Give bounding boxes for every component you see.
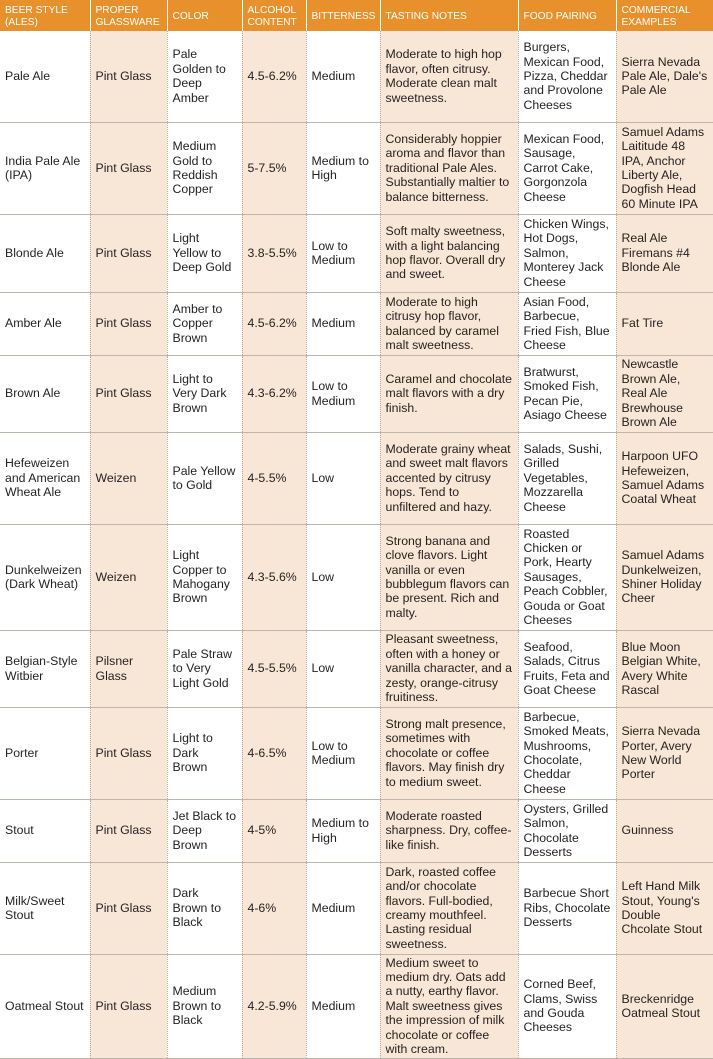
cell-glassware: Pint Glass	[90, 31, 167, 122]
cell-color: Light Yellow to Deep Gold	[167, 214, 242, 292]
table-row	[0, 630, 713, 707]
table-row	[0, 707, 713, 799]
cell-color: Amber to Copper Brown	[167, 292, 242, 355]
cell-beer-style: Hefeweizen and American Wheat Ale	[0, 432, 90, 524]
cell-color: Medium Gold to Reddish Copper	[167, 122, 242, 214]
cell-food-pairing: Barbecue, Smoked Meats, Mushrooms, Chocolate, Cheddar Cheese	[518, 707, 616, 799]
cell-glassware: Pint Glass	[90, 799, 167, 862]
cell-tasting-notes: Moderate roasted sharpness. Dry, coffee-like finish.	[380, 799, 518, 862]
cell-food-pairing: Corned Beef, Clams, Swiss and Gouda Cheeses	[518, 954, 616, 1058]
table-row	[0, 355, 713, 432]
cell-bitterness: Low to Medium	[306, 214, 380, 292]
cell-tasting-notes: Moderate to high hop flavor, often citrusy. Moderate clean malt sweetness.	[380, 31, 518, 122]
cell-commercial-examples: Sierra Nevada Porter, Avery New World Porter	[616, 707, 713, 799]
cell-color: Pale Straw to Very Light Gold	[167, 630, 242, 707]
cell-food-pairing: Oysters, Grilled Salmon, Chocolate Desserts	[518, 799, 616, 862]
cell-food-pairing: Salads, Sushi, Grilled Vegetables, Mozzarella Cheese	[518, 432, 616, 524]
cell-bitterness: Medium	[306, 862, 380, 954]
cell-tasting-notes: Soft malty sweetness, with a light balancing hop flavor. Overall dry and sweet.	[380, 214, 518, 292]
cell-glassware: Weizen	[90, 524, 167, 630]
header-food-pairing: FOOD PAIRING	[518, 0, 616, 31]
cell-bitterness: Medium to High	[306, 122, 380, 214]
cell-alcohol-content: 4-5%	[242, 799, 306, 862]
cell-bitterness: Medium	[306, 954, 380, 1058]
cell-tasting-notes: Caramel and chocolate malt flavors with a dry finish.	[380, 355, 518, 432]
header-alcohol-content: ALCOHOL CONTENT	[242, 0, 306, 31]
cell-beer-style: Belgian-Style Witbier	[0, 630, 90, 707]
cell-bitterness: Low to Medium	[306, 707, 380, 799]
cell-commercial-examples: Guinness	[616, 799, 713, 862]
cell-commercial-examples: Sierra Nevada Pale Ale, Dale's Pale Ale	[616, 31, 713, 122]
cell-bitterness: Medium	[306, 292, 380, 355]
cell-beer-style: Dunkelweizen (Dark Wheat)	[0, 524, 90, 630]
cell-glassware: Pint Glass	[90, 292, 167, 355]
header-row	[0, 0, 713, 31]
cell-color: Pale Yellow to Gold	[167, 432, 242, 524]
cell-beer-style: Oatmeal Stout	[0, 954, 90, 1058]
cell-commercial-examples: Left Hand Milk Stout, Young's Double Chcolate Stout	[616, 862, 713, 954]
cell-tasting-notes: Moderate to high citrusy hop flavor, balanced by caramel malt sweetness.	[380, 292, 518, 355]
cell-color: Dark Brown to Black	[167, 862, 242, 954]
cell-color: Light to Dark Brown	[167, 707, 242, 799]
cell-alcohol-content: 4.5-6.2%	[242, 31, 306, 122]
cell-alcohol-content: 3.8-5.5%	[242, 214, 306, 292]
cell-tasting-notes: Pleasant sweetness, often with a honey or vanilla character, and a zesty, orange-citrusy fruitiness.	[380, 630, 518, 707]
table-row	[0, 524, 713, 630]
cell-alcohol-content: 4-6.5%	[242, 707, 306, 799]
cell-food-pairing: Asian Food, Barbecue, Fried Fish, Blue Cheese	[518, 292, 616, 355]
cell-alcohol-content: 4.2-5.9%	[242, 954, 306, 1058]
cell-color: Light to Very Dark Brown	[167, 355, 242, 432]
table-row	[0, 954, 713, 1058]
table-row	[0, 31, 713, 122]
cell-bitterness: Low to Medium	[306, 355, 380, 432]
cell-alcohol-content: 4.5-6.2%	[242, 292, 306, 355]
header-color: COLOR	[167, 0, 242, 31]
cell-beer-style: Porter	[0, 707, 90, 799]
cell-food-pairing: Mexican Food, Sausage, Carrot Cake, Gorgonzola Cheese	[518, 122, 616, 214]
header-beer-style: BEER STYLE (ALES)	[0, 0, 90, 31]
cell-tasting-notes: Medium sweet to medium dry. Oats add a nutty, earthy flavor. Malt sweetness gives the impression of milk chocolate or coffee with cream.	[380, 954, 518, 1058]
cell-beer-style: Brown Ale	[0, 355, 90, 432]
cell-food-pairing: Roasted Chicken or Pork, Hearty Sausages, Peach Cobbler, Gouda or Goat Cheeses	[518, 524, 616, 630]
cell-alcohol-content: 4-5.5%	[242, 432, 306, 524]
cell-beer-style: Pale Ale	[0, 31, 90, 122]
cell-glassware: Weizen	[90, 432, 167, 524]
cell-glassware: Pint Glass	[90, 214, 167, 292]
cell-commercial-examples: Samuel Adams Dunkelweizen, Shiner Holiday Cheer	[616, 524, 713, 630]
cell-glassware: Pilsner Glass	[90, 630, 167, 707]
cell-food-pairing: Barbecue Short Ribs, Chocolate Desserts	[518, 862, 616, 954]
cell-alcohol-content: 4.3-5.6%	[242, 524, 306, 630]
cell-glassware: Pint Glass	[90, 122, 167, 214]
cell-glassware: Pint Glass	[90, 862, 167, 954]
table-row	[0, 799, 713, 862]
cell-bitterness: Medium to High	[306, 799, 380, 862]
header-commercial-examples: COMMERCIAL EXAMPLES	[616, 0, 713, 31]
cell-beer-style: Blonde Ale	[0, 214, 90, 292]
cell-food-pairing: Bratwurst, Smoked Fish, Pecan Pie, Asiago Cheese	[518, 355, 616, 432]
cell-tasting-notes: Strong malt presence, sometimes with chocolate or coffee flavors. May finish dry to medium sweet.	[380, 707, 518, 799]
cell-beer-style: Milk/Sweet Stout	[0, 862, 90, 954]
cell-tasting-notes: Moderate grainy wheat and sweet malt flavors accented by citrusy hops. Tend to unfiltered and hazy.	[380, 432, 518, 524]
header-glassware: PROPER GLASSWARE	[90, 0, 167, 31]
cell-bitterness: Low	[306, 432, 380, 524]
cell-color: Light Copper to Mahogany Brown	[167, 524, 242, 630]
cell-food-pairing: Burgers, Mexican Food, Pizza, Cheddar and Provolone Cheeses	[518, 31, 616, 122]
cell-commercial-examples: Fat Tire	[616, 292, 713, 355]
table-row	[0, 432, 713, 524]
cell-alcohol-content: 4-6%	[242, 862, 306, 954]
cell-commercial-examples: Samuel Adams Laititude 48 IPA, Anchor Liberty Ale, Dogfish Head 60 Minute IPA	[616, 122, 713, 214]
cell-alcohol-content: 5-7.5%	[242, 122, 306, 214]
cell-tasting-notes: Considerably hoppier aroma and flavor than traditional Pale Ales. Substantially maltier to balance bitterness.	[380, 122, 518, 214]
cell-glassware: Pint Glass	[90, 954, 167, 1058]
cell-color: Medium Brown to Black	[167, 954, 242, 1058]
cell-beer-style: Stout	[0, 799, 90, 862]
cell-food-pairing: Seafood, Salads, Citrus Fruits, Feta and Goat Cheese	[518, 630, 616, 707]
cell-bitterness: Low	[306, 630, 380, 707]
cell-food-pairing: Chicken Wings, Hot Dogs, Salmon, Monterey Jack Cheese	[518, 214, 616, 292]
cell-glassware: Pint Glass	[90, 355, 167, 432]
cell-bitterness: Low	[306, 524, 380, 630]
cell-commercial-examples: Harpoon UFO Hefeweizen, Samuel Adams Coatal Wheat	[616, 432, 713, 524]
cell-beer-style: Amber Ale	[0, 292, 90, 355]
cell-alcohol-content: 4.5-5.5%	[242, 630, 306, 707]
table-row	[0, 122, 713, 214]
cell-color: Jet Black to Deep Brown	[167, 799, 242, 862]
cell-alcohol-content: 4.3-6.2%	[242, 355, 306, 432]
cell-color: Pale Golden to Deep Amber	[167, 31, 242, 122]
table-row	[0, 292, 713, 355]
header-bitterness: BITTERNESS	[306, 0, 380, 31]
cell-commercial-examples: Blue Moon Belgian White, Avery White Rascal	[616, 630, 713, 707]
table-row	[0, 214, 713, 292]
cell-commercial-examples: Real Ale Firemans #4 Blonde Ale	[616, 214, 713, 292]
cell-beer-style: India Pale Ale (IPA)	[0, 122, 90, 214]
cell-commercial-examples: Newcastle Brown Ale, Real Ale Brewhouse Brown Ale	[616, 355, 713, 432]
table-row	[0, 862, 713, 954]
cell-tasting-notes: Dark, roasted coffee and/or chocolate flavors. Full-bodied, creamy mouthfeel. Lasting residual sweetness.	[380, 862, 518, 954]
cell-commercial-examples: Breckenridge Oatmeal Stout	[616, 954, 713, 1058]
cell-glassware: Pint Glass	[90, 707, 167, 799]
cell-tasting-notes: Strong banana and clove flavors. Light vanilla or even bubblegum flavors can be present. Rich and malty.	[380, 524, 518, 630]
header-tasting-notes: TASTING NOTES	[380, 0, 518, 31]
cell-bitterness: Medium	[306, 31, 380, 122]
